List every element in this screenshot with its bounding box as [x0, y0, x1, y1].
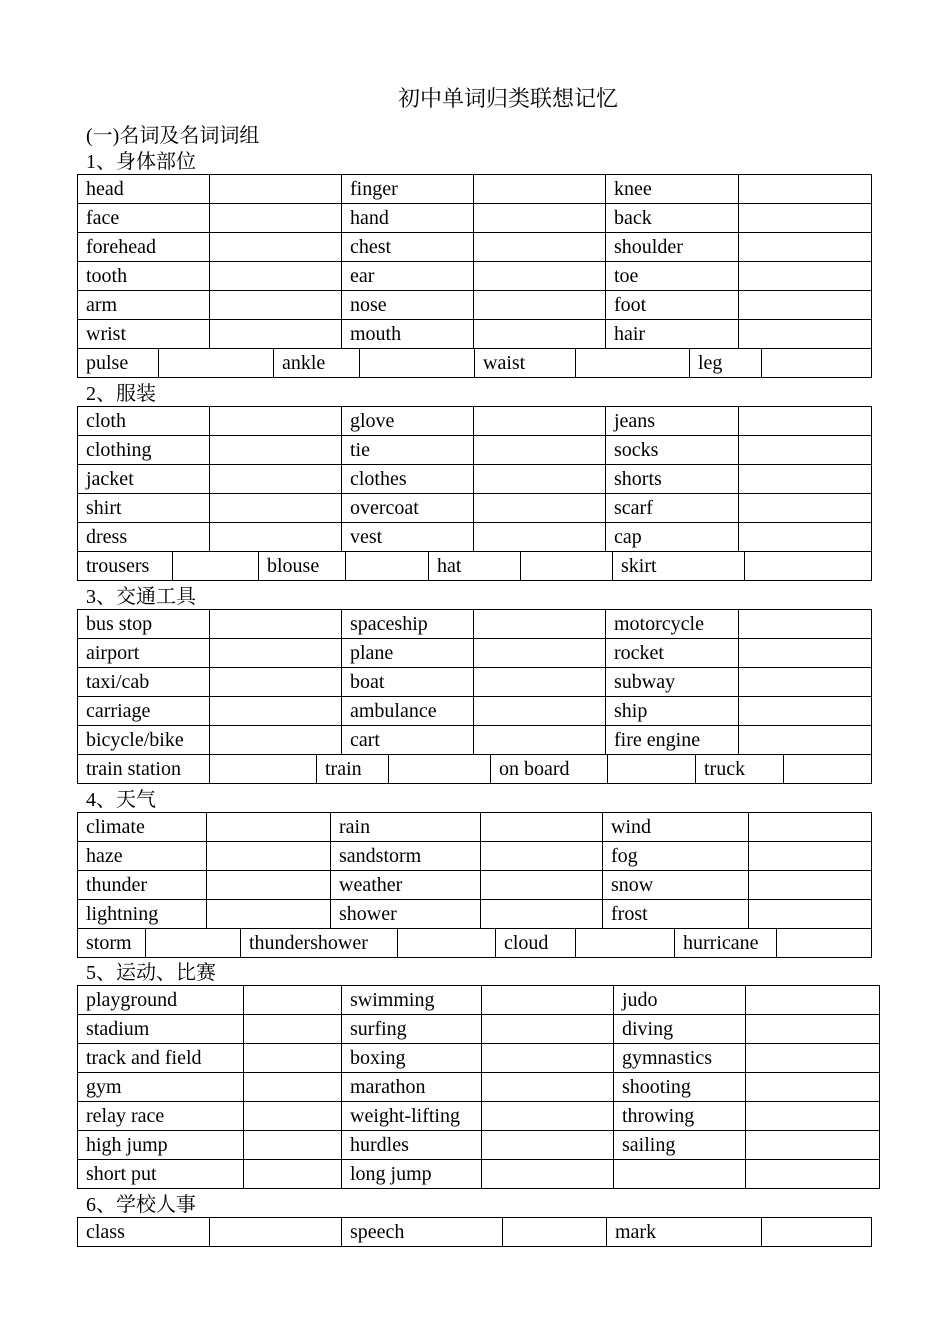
word-cell-ankle: ankle [274, 349, 360, 378]
answer-blank-cell[interactable] [739, 726, 872, 755]
word-grid [77, 174, 872, 349]
table-row [78, 407, 872, 436]
word-cell-subway: subway [606, 668, 739, 697]
table-row [78, 552, 872, 581]
answer-blank-cell[interactable] [474, 291, 606, 320]
answer-blank-cell[interactable] [244, 986, 342, 1015]
answer-blank-cell[interactable] [482, 1160, 614, 1189]
answer-blank-cell[interactable] [746, 1015, 880, 1044]
answer-blank-cell[interactable] [210, 523, 342, 552]
table-row [78, 494, 872, 523]
answer-blank-cell[interactable] [749, 842, 872, 871]
answer-blank-cell[interactable] [474, 320, 606, 349]
word-cell-track-and-field: track and field [78, 1044, 244, 1073]
word-cell-long-jump: long jump [342, 1160, 482, 1189]
word-cell-arm: arm [78, 291, 210, 320]
word-cell-fire-engine: fire engine [606, 726, 739, 755]
answer-blank-cell[interactable] [474, 639, 606, 668]
table-row [78, 1131, 880, 1160]
word-grid-last-row [77, 348, 872, 378]
answer-blank-cell[interactable] [739, 465, 872, 494]
answer-blank-cell[interactable] [739, 291, 872, 320]
word-cell-marathon: marathon [342, 1073, 482, 1102]
part-heading: (一)名词及名词词组 [86, 125, 260, 147]
word-cell-swimming: swimming [342, 986, 482, 1015]
answer-blank-cell[interactable] [746, 986, 880, 1015]
table-row [78, 1073, 880, 1102]
word-cell-jacket: jacket [78, 465, 210, 494]
word-grid [77, 406, 872, 552]
word-cell-judo: judo [614, 986, 746, 1015]
answer-blank-cell[interactable] [482, 1131, 614, 1160]
answer-blank-cell[interactable] [739, 639, 872, 668]
word-cell-on-board: on board [491, 755, 608, 784]
answer-blank-cell[interactable] [746, 1160, 880, 1189]
answer-blank-cell[interactable] [746, 1044, 880, 1073]
word-cell-plane: plane [342, 639, 474, 668]
word-cell-socks: socks [606, 436, 739, 465]
word-cell-thunder: thunder [78, 871, 207, 900]
word-cell-cloth: cloth [78, 407, 210, 436]
table-row [78, 262, 872, 291]
word-cell-finger: finger [342, 175, 474, 204]
word-table-section-5 [77, 985, 880, 1189]
table-row [78, 523, 872, 552]
answer-blank-cell[interactable] [244, 1073, 342, 1102]
word-cell-cart: cart [342, 726, 474, 755]
table-row [78, 726, 872, 755]
word-cell-bicycle-bike: bicycle/bike [78, 726, 210, 755]
table-row [78, 233, 872, 262]
word-cell-jeans: jeans [606, 407, 739, 436]
section-heading: 2、服装 [86, 383, 156, 405]
answer-blank-cell[interactable] [474, 494, 606, 523]
answer-blank-cell[interactable] [210, 320, 342, 349]
word-cell-fog: fog [603, 842, 749, 871]
word-cell-shoulder: shoulder [606, 233, 739, 262]
word-cell-ship: ship [606, 697, 739, 726]
answer-blank-cell[interactable] [576, 929, 675, 958]
answer-blank-cell[interactable] [207, 842, 331, 871]
word-cell-bus-stop: bus stop [78, 610, 210, 639]
answer-blank-cell[interactable] [474, 465, 606, 494]
word-grid [77, 609, 872, 755]
answer-blank-cell[interactable] [210, 436, 342, 465]
table-row [78, 610, 872, 639]
answer-blank-cell[interactable] [210, 494, 342, 523]
word-cell-wind: wind [603, 813, 749, 842]
answer-blank-cell[interactable] [749, 813, 872, 842]
word-cell-hurricane: hurricane [675, 929, 777, 958]
answer-blank-cell[interactable] [210, 610, 342, 639]
word-grid-last-row [77, 928, 872, 958]
word-grid [77, 812, 872, 929]
table-row [78, 842, 872, 871]
answer-blank-cell[interactable] [210, 465, 342, 494]
table-row [78, 204, 872, 233]
answer-blank-cell[interactable] [244, 1131, 342, 1160]
word-cell-ambulance: ambulance [342, 697, 474, 726]
word-cell-nose: nose [342, 291, 474, 320]
word-cell-knee: knee [606, 175, 739, 204]
answer-blank-cell[interactable] [739, 175, 872, 204]
answer-blank-cell[interactable] [739, 233, 872, 262]
answer-blank-cell[interactable] [474, 523, 606, 552]
word-cell-gymnastics: gymnastics [614, 1044, 746, 1073]
word-cell-mouth: mouth [342, 320, 474, 349]
word-grid [77, 1217, 872, 1247]
answer-blank-cell[interactable] [474, 175, 606, 204]
section-heading: 3、交通工具 [86, 586, 196, 608]
word-cell-gym: gym [78, 1073, 244, 1102]
word-cell-empty [614, 1160, 746, 1189]
answer-blank-cell[interactable] [739, 494, 872, 523]
word-cell-sailing: sailing [614, 1131, 746, 1160]
word-cell-short-put: short put [78, 1160, 244, 1189]
word-cell-diving: diving [614, 1015, 746, 1044]
answer-blank-cell[interactable] [739, 610, 872, 639]
answer-blank-cell[interactable] [474, 407, 606, 436]
word-table-section-6 [77, 1217, 872, 1247]
answer-blank-cell[interactable] [244, 1044, 342, 1073]
table-row [78, 900, 872, 929]
word-cell-relay-race: relay race [78, 1102, 244, 1131]
answer-blank-cell[interactable] [210, 639, 342, 668]
answer-blank-cell[interactable] [210, 668, 342, 697]
word-cell-climate: climate [78, 813, 207, 842]
answer-blank-cell[interactable] [739, 523, 872, 552]
table-row [78, 436, 872, 465]
answer-blank-cell[interactable] [210, 291, 342, 320]
word-cell-blouse: blouse [259, 552, 346, 581]
answer-blank-cell[interactable] [210, 697, 342, 726]
answer-blank-cell[interactable] [746, 1131, 880, 1160]
answer-blank-cell[interactable] [398, 929, 496, 958]
answer-blank-cell[interactable] [762, 349, 872, 378]
answer-blank-cell[interactable] [474, 204, 606, 233]
word-cell-carriage: carriage [78, 697, 210, 726]
word-cell-overcoat: overcoat [342, 494, 474, 523]
answer-blank-cell[interactable] [482, 1073, 614, 1102]
answer-blank-cell[interactable] [739, 262, 872, 291]
answer-blank-cell[interactable] [481, 842, 603, 871]
answer-blank-cell[interactable] [173, 552, 259, 581]
answer-blank-cell[interactable] [746, 1102, 880, 1131]
answer-blank-cell[interactable] [482, 1102, 614, 1131]
answer-blank-cell[interactable] [474, 726, 606, 755]
answer-blank-cell[interactable] [346, 552, 429, 581]
table-row [78, 639, 872, 668]
word-cell-skirt: skirt [613, 552, 745, 581]
answer-blank-cell[interactable] [608, 755, 696, 784]
word-cell-train-station: train station [78, 755, 210, 784]
answer-blank-cell[interactable] [739, 668, 872, 697]
answer-blank-cell[interactable] [749, 871, 872, 900]
word-cell-surfing: surfing [342, 1015, 482, 1044]
table-row [78, 1218, 872, 1247]
section-heading: 6、学校人事 [86, 1194, 196, 1216]
word-cell-class: class [78, 1218, 210, 1247]
answer-blank-cell[interactable] [210, 233, 342, 262]
table-row [78, 465, 872, 494]
table-row [78, 929, 872, 958]
table-row [78, 668, 872, 697]
word-cell-sandstorm: sandstorm [331, 842, 481, 871]
answer-blank-cell[interactable] [474, 262, 606, 291]
word-table-section-1 [77, 174, 872, 378]
word-cell-foot: foot [606, 291, 739, 320]
word-cell-boat: boat [342, 668, 474, 697]
word-cell-tooth: tooth [78, 262, 210, 291]
word-cell-tie: tie [342, 436, 474, 465]
table-row [78, 175, 872, 204]
answer-blank-cell[interactable] [210, 204, 342, 233]
word-cell-speech: speech [342, 1218, 503, 1247]
answer-blank-cell[interactable] [474, 668, 606, 697]
word-cell-glove: glove [342, 407, 474, 436]
word-grid [77, 985, 880, 1189]
word-cell-mark: mark [607, 1218, 762, 1247]
table-row [78, 320, 872, 349]
answer-blank-cell[interactable] [389, 755, 491, 784]
word-cell-thundershower: thundershower [241, 929, 398, 958]
answer-blank-cell[interactable] [146, 929, 241, 958]
answer-blank-cell[interactable] [210, 175, 342, 204]
answer-blank-cell[interactable] [210, 726, 342, 755]
word-cell-playground: playground [78, 986, 244, 1015]
word-cell-shower: shower [331, 900, 481, 929]
word-cell-hurdles: hurdles [342, 1131, 482, 1160]
table-row [78, 697, 872, 726]
answer-blank-cell[interactable] [210, 1218, 342, 1247]
word-cell-shorts: shorts [606, 465, 739, 494]
word-cell-ear: ear [342, 262, 474, 291]
answer-blank-cell[interactable] [481, 871, 603, 900]
section-heading: 5、运动、比赛 [86, 962, 216, 984]
table-row [78, 813, 872, 842]
answer-blank-cell[interactable] [749, 900, 872, 929]
table-row [78, 986, 880, 1015]
word-grid-last-row [77, 551, 872, 581]
word-table-section-2 [77, 406, 872, 581]
word-cell-face: face [78, 204, 210, 233]
answer-blank-cell[interactable] [474, 610, 606, 639]
answer-blank-cell[interactable] [159, 349, 274, 378]
word-cell-lightning: lightning [78, 900, 207, 929]
word-cell-taxi-cab: taxi/cab [78, 668, 210, 697]
word-cell-train: train [317, 755, 389, 784]
answer-blank-cell[interactable] [482, 986, 614, 1015]
answer-blank-cell[interactable] [745, 552, 872, 581]
word-cell-cap: cap [606, 523, 739, 552]
answer-blank-cell[interactable] [207, 871, 331, 900]
answer-blank-cell[interactable] [739, 204, 872, 233]
table-row [78, 871, 872, 900]
word-cell-weight-lifting: weight-lifting [342, 1102, 482, 1131]
word-cell-motorcycle: motorcycle [606, 610, 739, 639]
word-cell-spaceship: spaceship [342, 610, 474, 639]
word-cell-truck: truck [696, 755, 784, 784]
word-cell-head: head [78, 175, 210, 204]
word-cell-vest: vest [342, 523, 474, 552]
word-cell-high-jump: high jump [78, 1131, 244, 1160]
word-cell-shooting: shooting [614, 1073, 746, 1102]
word-cell-shirt: shirt [78, 494, 210, 523]
word-table-section-4 [77, 812, 872, 958]
answer-blank-cell[interactable] [481, 813, 603, 842]
table-row [78, 349, 872, 378]
word-cell-stadium: stadium [78, 1015, 244, 1044]
word-cell-storm: storm [78, 929, 146, 958]
word-grid-last-row [77, 754, 872, 784]
answer-blank-cell[interactable] [503, 1218, 607, 1247]
answer-blank-cell[interactable] [244, 1102, 342, 1131]
section-heading: 1、身体部位 [86, 151, 196, 173]
word-cell-wrist: wrist [78, 320, 210, 349]
table-row [78, 755, 872, 784]
answer-blank-cell[interactable] [210, 262, 342, 291]
word-cell-throwing: throwing [614, 1102, 746, 1131]
answer-blank-cell[interactable] [784, 755, 872, 784]
word-cell-snow: snow [603, 871, 749, 900]
word-cell-waist: waist [475, 349, 576, 378]
answer-blank-cell[interactable] [207, 813, 331, 842]
word-cell-hair: hair [606, 320, 739, 349]
word-cell-haze: haze [78, 842, 207, 871]
word-cell-hand: hand [342, 204, 474, 233]
answer-blank-cell[interactable] [746, 1073, 880, 1102]
word-cell-airport: airport [78, 639, 210, 668]
answer-blank-cell[interactable] [739, 436, 872, 465]
table-row [78, 1044, 880, 1073]
answer-blank-cell[interactable] [762, 1218, 872, 1247]
answer-blank-cell[interactable] [210, 755, 317, 784]
word-table-section-3 [77, 609, 872, 784]
word-cell-clothes: clothes [342, 465, 474, 494]
word-cell-back: back [606, 204, 739, 233]
word-cell-cloud: cloud [496, 929, 576, 958]
table-row [78, 291, 872, 320]
word-cell-pulse: pulse [78, 349, 159, 378]
word-cell-clothing: clothing [78, 436, 210, 465]
word-cell-boxing: boxing [342, 1044, 482, 1073]
table-row [78, 1102, 880, 1131]
answer-blank-cell[interactable] [474, 436, 606, 465]
answer-blank-cell[interactable] [474, 233, 606, 262]
word-cell-toe: toe [606, 262, 739, 291]
answer-blank-cell[interactable] [210, 407, 342, 436]
answer-blank-cell[interactable] [482, 1015, 614, 1044]
word-cell-trousers: trousers [78, 552, 173, 581]
answer-blank-cell[interactable] [739, 407, 872, 436]
word-cell-rain: rain [331, 813, 481, 842]
answer-blank-cell[interactable] [739, 697, 872, 726]
page-title: 初中单词归类联想记忆 [397, 86, 618, 111]
answer-blank-cell[interactable] [481, 900, 603, 929]
answer-blank-cell[interactable] [244, 1160, 342, 1189]
answer-blank-cell[interactable] [244, 1015, 342, 1044]
word-cell-hat: hat [429, 552, 521, 581]
answer-blank-cell[interactable] [360, 349, 475, 378]
word-cell-rocket: rocket [606, 639, 739, 668]
word-cell-chest: chest [342, 233, 474, 262]
table-row [78, 1015, 880, 1044]
answer-blank-cell[interactable] [576, 349, 690, 378]
answer-blank-cell[interactable] [207, 900, 331, 929]
word-cell-leg: leg [690, 349, 762, 378]
answer-blank-cell[interactable] [474, 697, 606, 726]
answer-blank-cell[interactable] [739, 320, 872, 349]
answer-blank-cell[interactable] [482, 1044, 614, 1073]
word-cell-frost: frost [603, 900, 749, 929]
word-cell-weather: weather [331, 871, 481, 900]
answer-blank-cell[interactable] [521, 552, 613, 581]
table-row [78, 1160, 880, 1189]
section-heading: 4、天气 [86, 789, 156, 811]
word-cell-forehead: forehead [78, 233, 210, 262]
word-cell-scarf: scarf [606, 494, 739, 523]
word-cell-dress: dress [78, 523, 210, 552]
answer-blank-cell[interactable] [777, 929, 872, 958]
